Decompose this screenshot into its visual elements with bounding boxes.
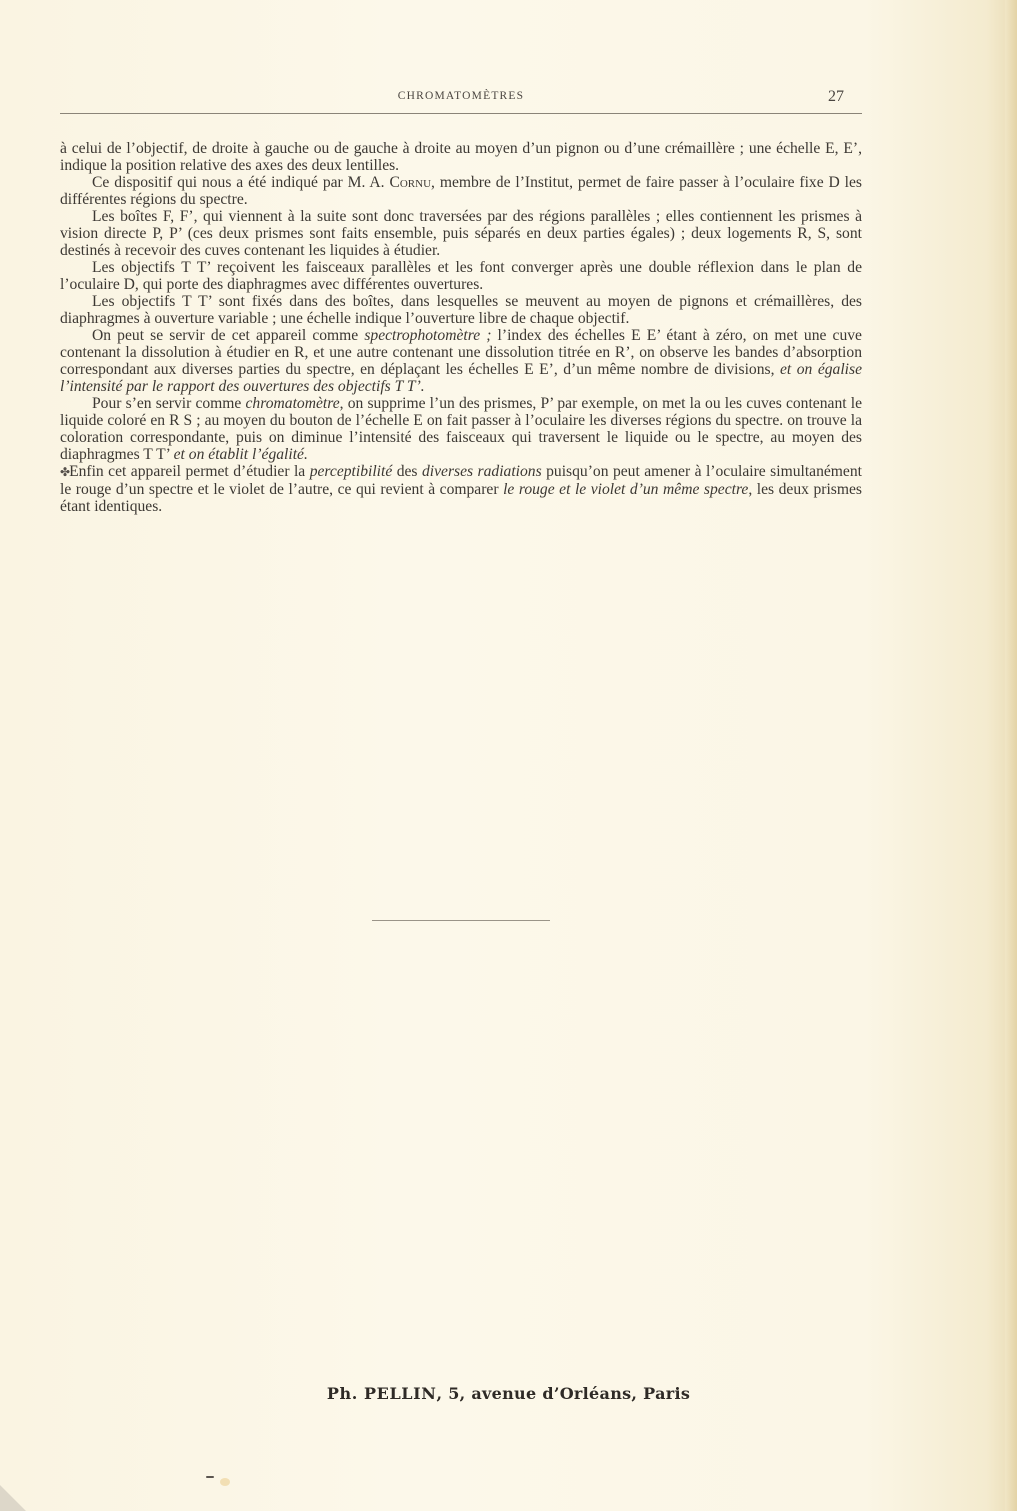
italic-text: et on égalise l’intensité par le rapport des ouvertures des objectifs T T’. <box>60 361 862 395</box>
italic-text: chromatomètre <box>245 395 340 412</box>
text: , on supprime l’un des prismes, P’ par exemple, on met la ou les cuves contenant le liquide coloré en R S ; au moyen du bouton de l’échelle E on fait passer à l’oculaire les diverses régions du spectre. on trouve la coloration correspondante, puis on diminue l’intensité des faisceaux qui traversent le liquide ou le spectre, au moyen des diaphragmes T T’ <box>60 395 863 463</box>
ornament-icon: ✤ <box>60 465 70 479</box>
paragraph <box>60 293 862 327</box>
text: , membre de l’Institut, permet de faire passer à l’oculaire fixe D les différentes régions du spectre. <box>60 174 862 208</box>
text: puisqu’on peut amener à l’oculaire simultanément le rouge d’un spectre et le violet de l’autre, ce qui revient à comparer <box>60 463 862 498</box>
corner-fold <box>0 1485 26 1511</box>
running-title: CHROMATOMÈTRES <box>397 90 525 102</box>
section-end-rule <box>372 920 550 921</box>
body-text <box>60 140 862 515</box>
text: Pour s’en servir comme <box>92 395 246 412</box>
italic-text: et on établit l’égalité. <box>173 446 308 463</box>
paragraph <box>60 259 862 293</box>
text: Ce dispositif qui nous a été indiqué par M. A. <box>92 174 390 191</box>
italic-text: diverses radiations <box>421 463 542 480</box>
page-number: 27 <box>828 88 844 105</box>
publisher-footer <box>0 1384 1017 1403</box>
italic-text: le rouge et le violet d’un même spectre <box>503 481 749 498</box>
paragraph <box>60 327 862 395</box>
paragraph <box>60 174 862 208</box>
paper-stain <box>220 1478 230 1486</box>
text: des <box>392 463 422 480</box>
text: Les objectifs T T’ reçoivent les faisceaux parallèles et les font converger après une double réflexion dans le plan de l’oculaire D, qui porte des diaphragmes avec différentes ouvertures. <box>60 259 862 293</box>
header-rule <box>60 113 862 114</box>
paragraph <box>60 140 862 174</box>
italic-text: perceptibilité <box>309 463 393 480</box>
text: à celui de l’objectif, de droite à gauche ou de gauche à droite au moyen d’un pignon ou d’une crémaillère ; une échelle E, E’, indique la position relative des axes des deux lentilles. <box>60 140 862 174</box>
text: Les objectifs T T’ sont fixés dans des boîtes, dans lesquelles se meuvent au moyen de pignons et crémaillères, des diaphragmes à ouverture variable ; une échelle indique l’ouverture libre de chaque objectif. <box>60 293 862 327</box>
italic-text: spectrophotomètre ; <box>364 327 492 344</box>
publisher-address: , 5, avenue d’Orléans, Paris <box>436 1384 691 1403</box>
paragraph <box>60 208 862 259</box>
paragraph <box>60 463 862 515</box>
ink-speck <box>206 1476 214 1478</box>
paragraph <box>60 395 862 463</box>
text: On peut se servir de cet appareil comme <box>92 327 365 344</box>
text: l’index des échelles E E’ étant à zéro, on met une cuve contenant la dissolution à étudier en R, et une autre contenant une dissolution titrée en R’, on observe les bandes d’absorption correspondant aux diverses parties du spectre, en déplaçant les échelles E E’, d’un même nombre de divisions, <box>60 327 862 378</box>
text: Enfin cet appareil permet d’étudier la <box>69 463 310 480</box>
running-header <box>60 88 862 110</box>
text: Les boîtes F, F’, qui viennent à la suite sont donc traversées par des régions parallèles ; elles contiennent les prismes à vision directe P, P’ (ces deux prismes sont faits ensemble, puis séparés en deux parties égales) ; deux logements R, S, sont destinés à recevoir des cuves contenant les liquides à étudier. <box>60 208 862 259</box>
text: , les deux prismes étant identiques. <box>60 481 862 515</box>
publisher-name: Ph. PELLIN <box>326 1384 437 1403</box>
page-edge-shadow <box>1005 0 1017 1511</box>
smallcaps-text: Cornu <box>389 174 432 191</box>
